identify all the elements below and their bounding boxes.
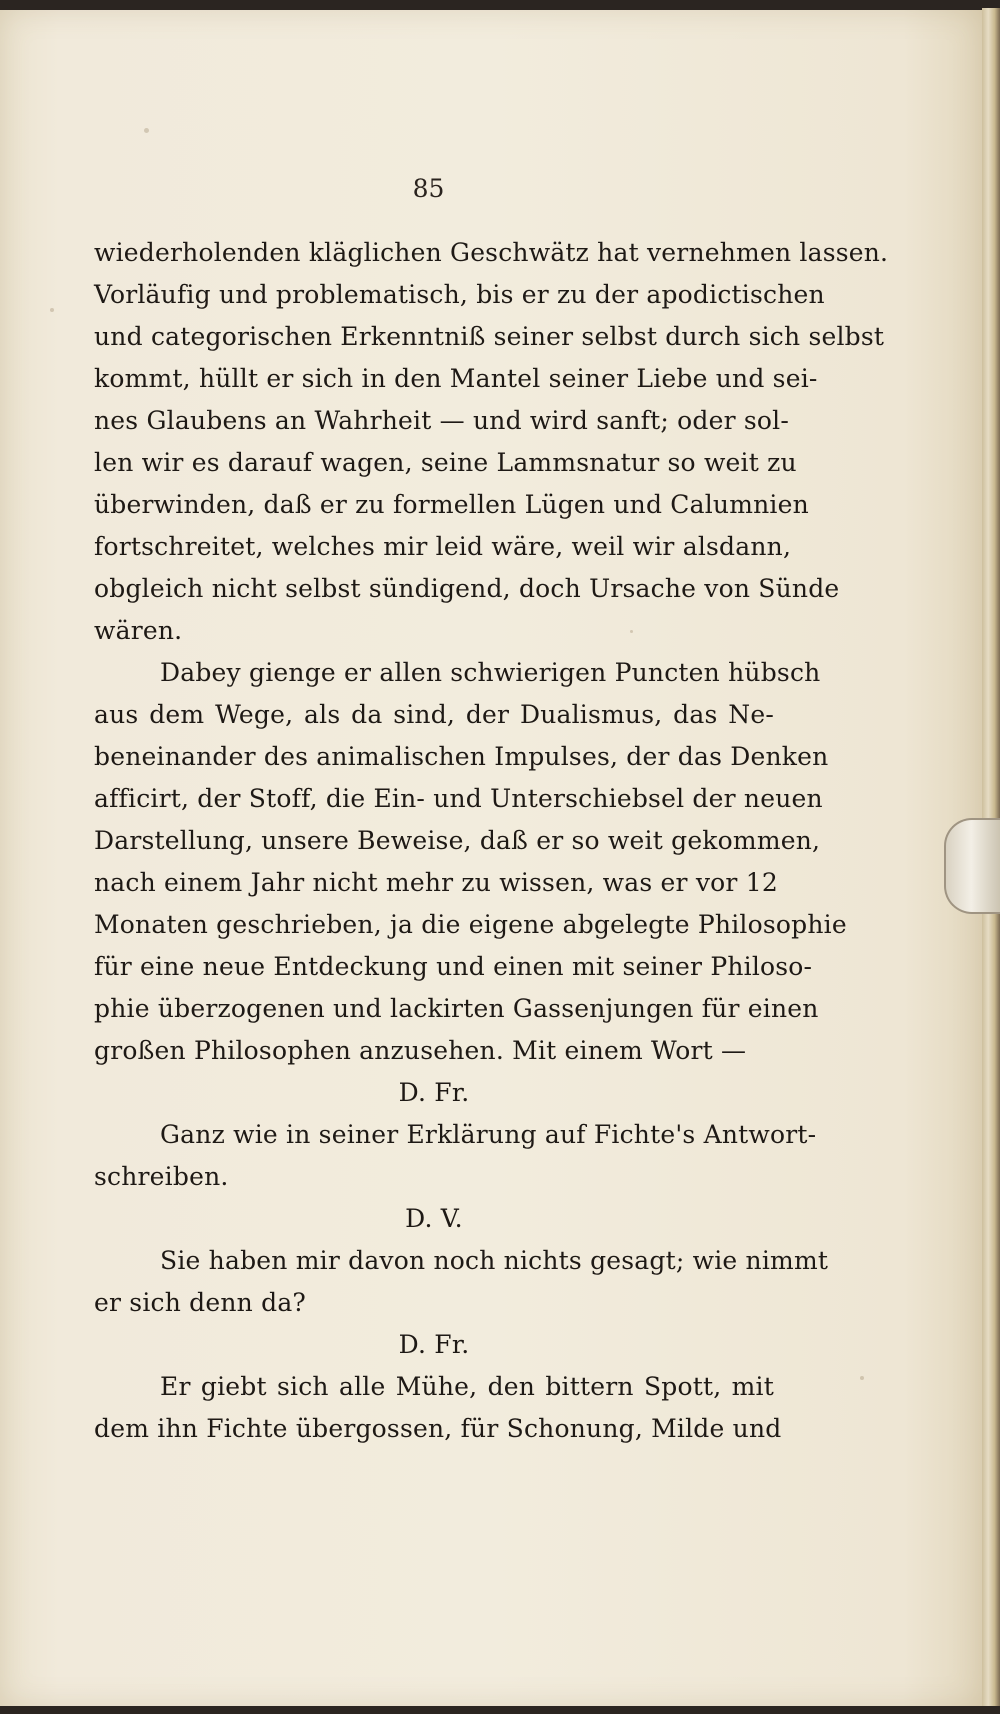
paragraph-start: Ganz wie in seiner Erklärung auf Fichte's Antwort-	[160, 1120, 817, 1149]
paper-spot	[50, 308, 54, 312]
text-line: und categorischen Erkenntniß seiner selbst durch sich selbst	[94, 322, 885, 351]
paragraph-start: Er giebt sich alle Mühe, den bittern Spott, mit	[160, 1372, 774, 1401]
text-line: nes Glaubens an Wahrheit — und wird sanft; oder sol-	[94, 406, 790, 435]
paper-spot	[144, 128, 149, 133]
text-line: überwinden, daß er zu formellen Lügen und Calumnien	[94, 490, 809, 519]
text-line: wären.	[94, 616, 183, 645]
text-line: wiederholenden kläglichen Geschwätz hat vernehmen lassen.	[94, 238, 889, 267]
text-line: großen Philosophen anzusehen. Mit einem Wort —	[94, 1036, 747, 1065]
body-text	[94, 232, 889, 1450]
paragraph-start: Sie haben mir davon noch nichts gesagt; wie nimmt	[160, 1246, 829, 1275]
text-line: Vorläufig und problematisch, bis er zu der apodictischen	[94, 280, 825, 309]
text-line: beneinander des animalischen Impulses, der das Denken	[94, 742, 829, 771]
text-line: er sich denn da?	[94, 1288, 307, 1317]
text-line: dem ihn Fichte übergossen, für Schonung, Milde und	[94, 1414, 782, 1443]
speaker-label: D. Fr.	[398, 1078, 470, 1107]
book-page	[0, 10, 982, 1706]
text-line: nach einem Jahr nicht mehr zu wissen, was er vor 12	[94, 868, 778, 897]
text-line: len wir es darauf wagen, seine Lammsnatur so weit zu	[94, 448, 797, 477]
text-line: fortschreitet, welches mir leid wäre, weil wir alsdann,	[94, 532, 792, 561]
text-line: für eine neue Entdeckung und einen mit seiner Philoso-	[94, 952, 813, 981]
speaker-label: D. Fr.	[398, 1330, 470, 1359]
speaker-label: D. V.	[405, 1204, 463, 1233]
text-line: Darstellung, unsere Beweise, daß er so weit gekommen,	[94, 826, 821, 855]
paragraph-start: Dabey gienge er allen schwierigen Puncten hübsch	[160, 658, 821, 687]
text-line: obgleich nicht selbst sündigend, doch Ursache von Sünde	[94, 574, 840, 603]
text-line: kommt, hüllt er sich in den Mantel seiner Liebe und sei-	[94, 364, 818, 393]
text-line: aus dem Wege, als da sind, der Dualismus, das Ne-	[94, 700, 774, 729]
book-clip	[944, 818, 1000, 914]
text-line: schreiben.	[94, 1162, 229, 1191]
paper-spot	[860, 1376, 864, 1380]
text-line: Monaten geschrieben, ja die eigene abgelegte Philosophie	[94, 910, 847, 939]
text-line: phie überzogenen und lackirten Gassenjungen für einen	[94, 994, 819, 1023]
text-line: afficirt, der Stoff, die Ein- und Unterschiebsel der neuen	[94, 784, 823, 813]
page-number: 85	[412, 174, 445, 203]
